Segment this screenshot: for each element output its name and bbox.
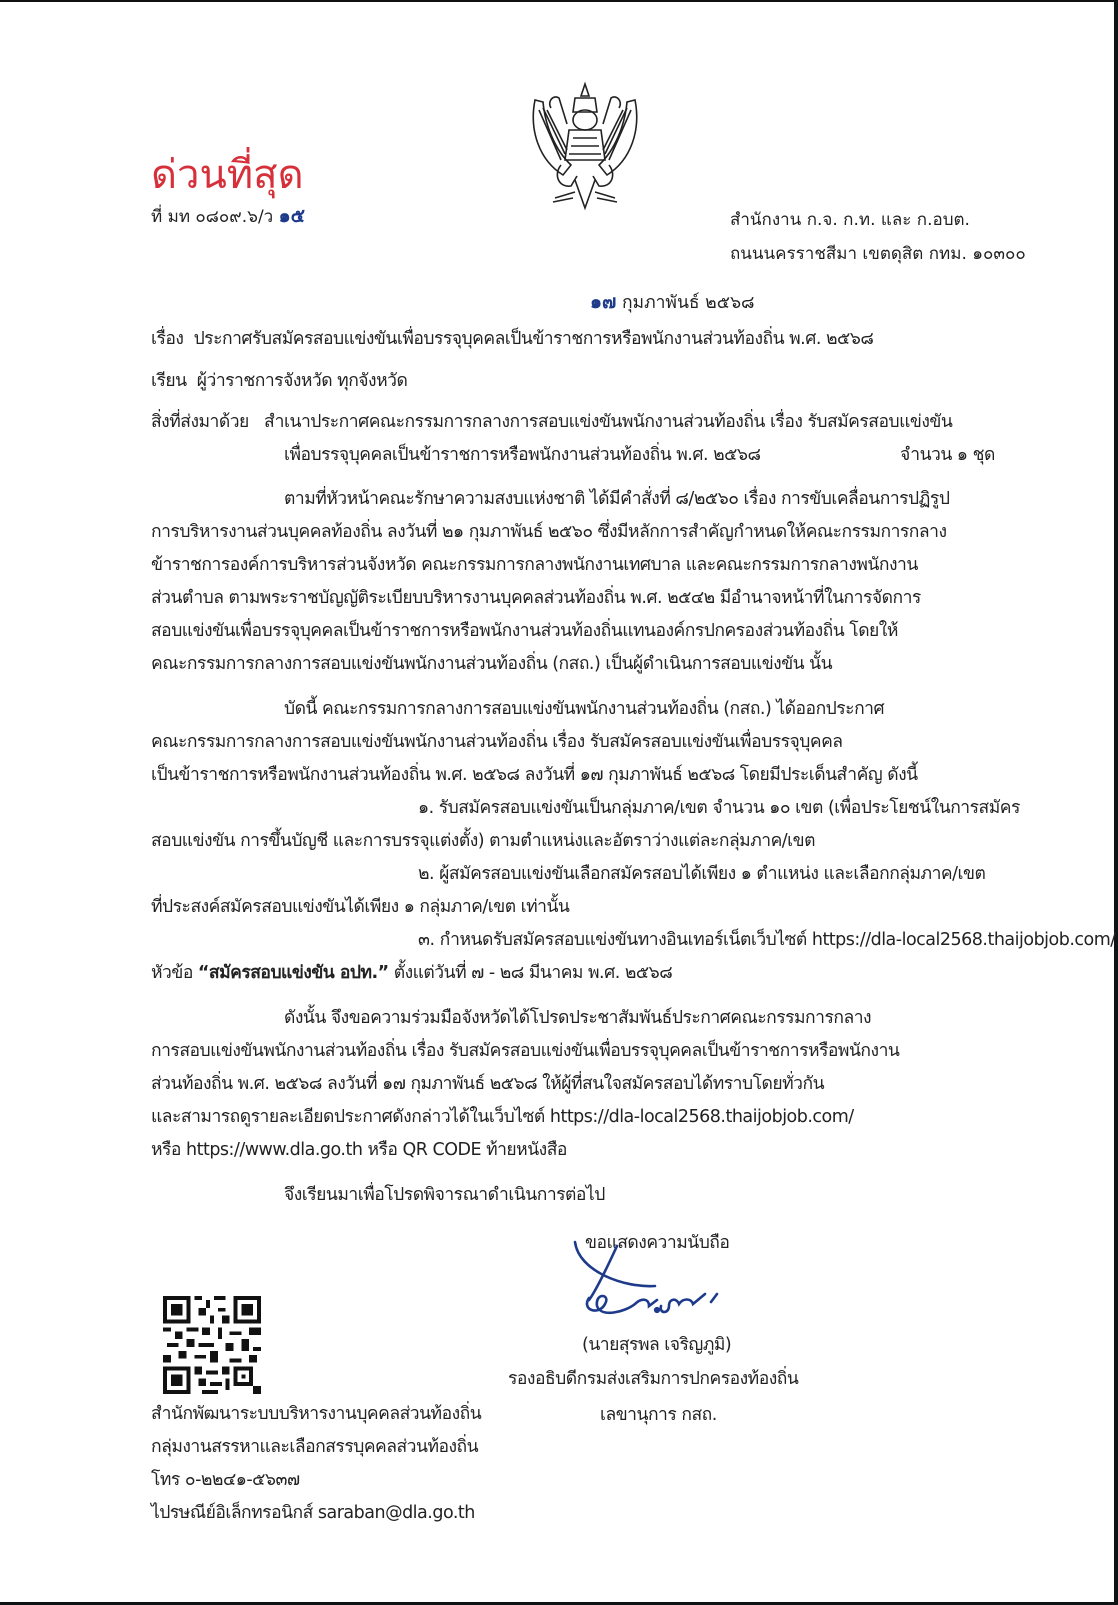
- item3-dates: ตั้งแต่วันที่ ๗ - ๒๘ มีนาคม พ.ศ. ๒๕๖๘: [393, 963, 673, 983]
- para2-line: เป็นข้าราชการหรือพนักงานส่วนท้องถิ่น พ.ศ. ๒๕๖๘ ลงวันที่ ๑๗ กุมภาพันธ์ ๒๕๖๘ โดยมีประเด็นสำคัญ ดังนี้: [151, 765, 918, 785]
- item2-line: ที่ประสงค์สมัครสอบแข่งขันได้เพียง ๑ กลุ่มภาค/เขต เท่านั้น: [151, 897, 570, 917]
- signer-position: รองอธิบดีกรมส่งเสริมการปกครองท้องถิ่น: [508, 1369, 799, 1389]
- para1-line: การบริหารงานส่วนบุคคลท้องถิ่น ลงวันที่ ๒๑ กุมภาพันธ์ ๒๕๖๐ ซึ่งมีหลักการสำคัญกำหนดให้คณะกรรมการกลาง: [151, 522, 947, 542]
- frame-top-edge: [0, 0, 1118, 2]
- date-day-handwritten: ๑๗: [590, 291, 617, 313]
- addressee-line: [151, 369, 407, 393]
- para1-line: ข้าราชการองค์การบริหารส่วนจังหวัด คณะกรรมการกลางพนักงานเทศบาล และคณะกรรมการกลางพนักงาน: [151, 555, 918, 575]
- signature-scribble-icon: [565, 1232, 745, 1322]
- item3-topic-bold: “สมัครสอบแข่งขัน อปท.”: [197, 963, 389, 983]
- document-date: [590, 287, 755, 317]
- item2-line: ๒. ผู้สมัครสอบแข่งขันเลือกสมัครสอบได้เพียง ๑ ตำแหน่ง และเลือกกลุ่มภาค/เขต: [418, 864, 986, 884]
- enclosure-label: สิ่งที่ส่งมาด้วย: [151, 412, 249, 432]
- item3-prefix: หัวข้อ: [151, 963, 193, 983]
- para2-line: คณะกรรมการกลางการสอบแข่งขันพนักงานส่วนท้องถิ่น เรื่อง รับสมัครสอบแข่งขันเพื่อบรรจุบุคคล: [151, 732, 843, 752]
- garuda-emblem-icon: [525, 80, 645, 220]
- qr-code-icon[interactable]: [163, 1296, 261, 1394]
- footer-phone: โทร ๐-๒๒๔๑-๕๖๓๗: [151, 1470, 300, 1490]
- reference-number: [151, 201, 305, 231]
- enclosure-text-line1: สำเนาประกาศคณะกรรมการกลางการสอบแข่งขันพนักงานส่วนท้องถิ่น เรื่อง รับสมัครสอบแข่งขัน: [264, 412, 953, 432]
- addressee-label: เรียน: [151, 371, 187, 391]
- para2-line: บัดนี้ คณะกรรมการกลางการสอบแข่งขันพนักงานส่วนท้องถิ่น (กสถ.) ได้ออกประกาศ: [284, 699, 885, 719]
- enclosure-text-line2: เพื่อบรรจุบุคคลเป็นข้าราชการหรือพนักงานส่วนท้องถิ่น พ.ศ. ๒๕๖๘: [284, 445, 761, 465]
- frame-right-edge: [1114, 0, 1118, 1605]
- enclosure-line1: [151, 410, 952, 434]
- footer-group: กลุ่มงานสรรหาและเลือกสรรบุคคลส่วนท้องถิ่น: [151, 1437, 479, 1457]
- signer-secretary-title: เลขานุการ กสถ.: [600, 1405, 717, 1425]
- enclosure-quantity: จำนวน ๑ ชุด: [900, 445, 995, 465]
- para3-line: ดังนั้น จึงขอความร่วมมือจังหวัดได้โปรดประชาสัมพันธ์ประกาศคณะกรรมการกลาง: [284, 1008, 872, 1028]
- subject-line: [151, 327, 873, 351]
- para1-line: คณะกรรมการกลางการสอบแข่งขันพนักงานส่วนท้องถิ่น (กสถ.) เป็นผู้ดำเนินการสอบแข่งขัน นั้น: [151, 654, 833, 674]
- footer-department: สำนักพัฒนาระบบบริหารงานบุคคลส่วนท้องถิ่น: [151, 1404, 482, 1424]
- urgency-label: ด่วนที่สุด: [151, 152, 304, 198]
- subject-label: เรื่อง: [151, 329, 184, 349]
- para1-line: ส่วนตำบล ตามพระราชบัญญัติระเบียบบริหารงานบุคคลส่วนท้องถิ่น พ.ศ. ๒๕๔๒ มีอำนาจหน้าที่ในการจัดการ: [151, 588, 921, 608]
- addressee-text: ผู้ว่าราชการจังหวัด ทุกจังหวัด: [196, 371, 408, 391]
- para3-line: หรือ https://www.dla.go.th หรือ QR CODE ท้ายหนังสือ: [151, 1140, 567, 1160]
- reference-prefix: ที่ มท ๐๘๐๙.๖/ว: [151, 207, 274, 227]
- footer-email: ไปรษณีย์อิเล็กทรอนิกส์ saraban@dla.go.th: [151, 1503, 475, 1523]
- para3-line: และสามารถดูรายละเอียดประกาศดังกล่าวได้ในเว็บไซต์ https://dla-local2568.thaijobjob.com/: [151, 1107, 854, 1127]
- closing-request: จึงเรียนมาเพื่อโปรดพิจารณาดำเนินการต่อไป: [284, 1185, 605, 1205]
- office-address: ถนนนครราชสีมา เขตดุสิต กทม. ๑๐๓๐๐: [730, 244, 1026, 264]
- signer-name: (นายสุรพล เจริญภูมิ): [582, 1335, 732, 1355]
- item1-line: สอบแข่งขัน การขึ้นบัญชี และการบรรจุแต่งตั้ง) ตามตำแหน่งและอัตราว่างแต่ละกลุ่มภาค/เขต: [151, 831, 815, 851]
- subject-text: ประกาศรับสมัครสอบแข่งขันเพื่อบรรจุบุคคลเป็นข้าราชการหรือพนักงานส่วนท้องถิ่น พ.ศ. ๒๕๖๘: [193, 329, 874, 349]
- item3-line2: [151, 961, 672, 985]
- para1-line: ตามที่หัวหน้าคณะรักษาความสงบแห่งชาติ ได้มีคำสั่งที่ ๘/๒๕๖๐ เรื่อง การขับเคลื่อนการปฏิรูป: [284, 489, 950, 509]
- item3-line1: ๓. กำหนดรับสมัครสอบแข่งขันทางอินเทอร์เน็ตเว็บไซต์ https://dla-local2568.thaijobjob.com/: [418, 930, 1116, 950]
- para3-line: ส่วนท้องถิ่น พ.ศ. ๒๕๖๘ ลงวันที่ ๑๗ กุมภาพันธ์ ๒๕๖๘ ให้ผู้ที่สนใจสมัครสอบได้ทราบโดยทั่วกัน: [151, 1074, 825, 1094]
- office-name: สำนักงาน ก.จ. ก.ท. และ ก.อบต.: [730, 210, 970, 230]
- reference-handwritten-number: ๑๕: [278, 205, 306, 227]
- item1-line: ๑. รับสมัครสอบแข่งขันเป็นกลุ่มภาค/เขต จำนวน ๑๐ เขต (เพื่อประโยชน์ในการสมัคร: [418, 798, 1020, 818]
- signature-salutation: ขอแสดงความนับถือ: [585, 1233, 730, 1253]
- para3-line: การสอบแข่งขันพนักงานส่วนท้องถิ่น เรื่อง รับสมัครสอบแข่งขันเพื่อบรรจุบุคคลเป็นข้าราชการหรือพนักงาน: [151, 1041, 900, 1061]
- date-month-year: กุมภาพันธ์ ๒๕๖๘: [621, 293, 755, 313]
- para1-line: สอบแข่งขันเพื่อบรรจุบุคคลเป็นข้าราชการหรือพนักงานส่วนท้องถิ่นแทนองค์กรปกครองส่วนท้องถิ่น โดยให้: [151, 621, 898, 641]
